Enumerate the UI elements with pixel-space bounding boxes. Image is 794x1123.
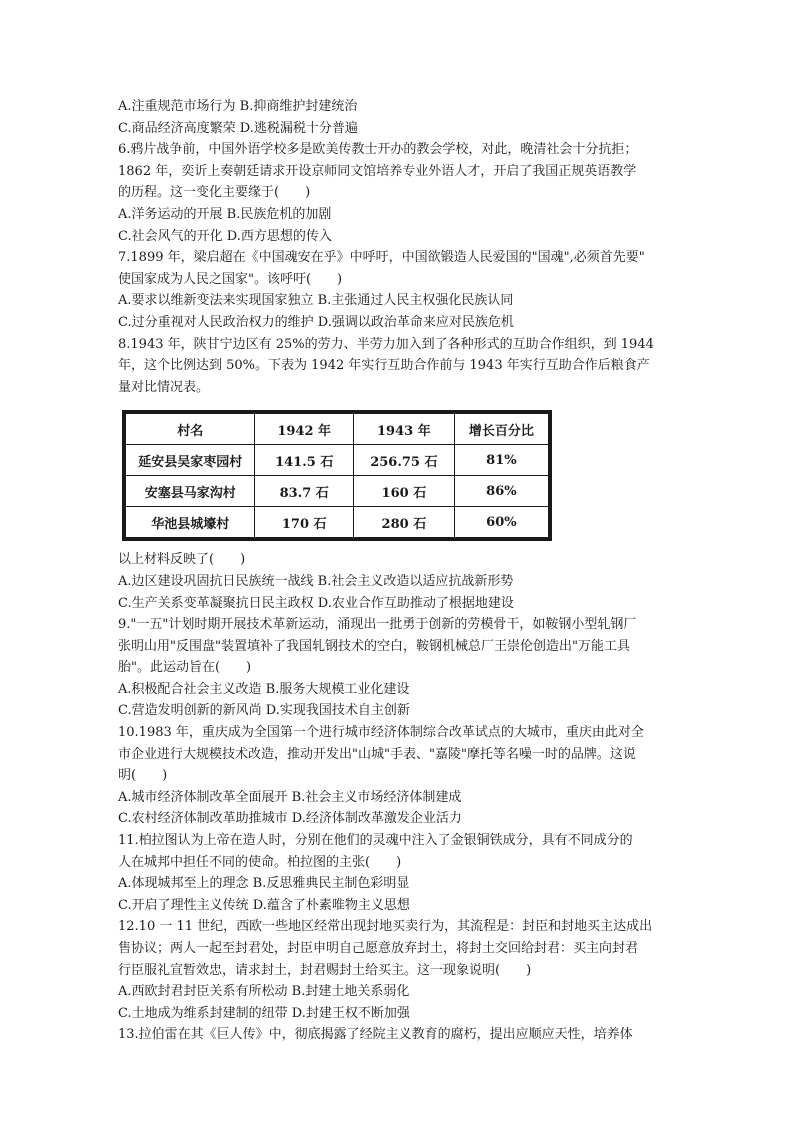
text-line: 量对比情况表。 bbox=[118, 379, 210, 395]
text-line: 明( ) bbox=[118, 768, 168, 784]
text-line: C.营造发明创新的新风尚 D.实现我国技术自主创新 bbox=[118, 703, 410, 719]
text-line: A.城市经济体制改革全面展开 B.社会主义市场经济体制建成 bbox=[118, 789, 462, 805]
text-line: C.农村经济体制改革助推城市 D.经济体制改革激发企业活力 bbox=[118, 811, 462, 827]
questions-bottom bbox=[118, 549, 678, 1046]
table-cell: 60% bbox=[454, 507, 548, 538]
table-row bbox=[126, 445, 549, 476]
questions-top bbox=[118, 96, 678, 398]
text-line: 6.鸦片战争前，中国外语学校多是欧美传教士开办的教会学校，对此，晚清社会十分抗拒； bbox=[118, 142, 638, 158]
table-cell: 170 石 bbox=[255, 507, 353, 538]
text-line: 人在城邦中担任不同的使命。柏拉图的主张( ) bbox=[118, 854, 402, 870]
text-line: 7.1899 年，梁启超在《中国魂安在乎》中呼吁，中国欲锻造人民爱国的"国魂",必须首先要" bbox=[118, 250, 645, 266]
text-line: 11.柏拉图认为上帝在造人时，分别在他们的灵魂中注入了金银铜铁成分，具有不同成分的 bbox=[118, 833, 633, 849]
text-line: C.开启了理性主义传统 D.蕴含了朴素唯物主义思想 bbox=[118, 897, 410, 913]
exam-page bbox=[118, 96, 678, 1046]
table-row bbox=[126, 476, 549, 507]
text-line: A.积极配合社会主义改造 B.服务大规模工业化建设 bbox=[118, 681, 410, 697]
text-line: 市企业进行大规模技术改造，推动开发出"山城"手表、"嘉陵"摩托等名噪一时的品牌。这说 bbox=[118, 746, 636, 762]
table-cell: 280 石 bbox=[353, 507, 454, 538]
text-line: 年，这个比例达到 50%。下表为 1942 年实行互助合作前与 1943 年实行互助合作后粮食产 bbox=[118, 358, 650, 374]
text-line: C.过分重视对人民政治权力的维护 D.强调以政治革命来应对民族危机 bbox=[118, 314, 514, 330]
table-header-cell: 村名 bbox=[126, 414, 255, 445]
text-line: 10.1983 年，重庆成为全国第一个进行城市经济体制综合改革试点的大城市，重庆由此对全 bbox=[118, 725, 644, 741]
table-cell: 83.7 石 bbox=[255, 476, 353, 507]
text-line: C.商品经济高度繁荣 D.逃税漏税十分普遍 bbox=[118, 120, 358, 136]
text-line: A.西欧封君封臣关系有所松动 B.封建土地关系弱化 bbox=[118, 984, 410, 1000]
text-line: A.体现城邦至上的理念 B.反思雅典民主制色彩明显 bbox=[118, 876, 410, 892]
table-cell: 160 石 bbox=[353, 476, 454, 507]
text-line: 13.拉伯雷在其《巨人传》中，彻底揭露了经院主义教育的腐朽，提出应顺应天性，培养体 bbox=[118, 1027, 633, 1043]
table-cell: 华池县城壕村 bbox=[126, 507, 255, 538]
text-line: 胎"。此运动旨在( ) bbox=[118, 660, 252, 676]
table-cell: 81% bbox=[454, 445, 548, 476]
table-header-cell: 增长百分比 bbox=[454, 414, 548, 445]
table-header-cell: 1942 年 bbox=[255, 414, 353, 445]
table-header-row bbox=[126, 414, 549, 445]
text-line: C.生产关系变革凝聚抗日民主政权 D.农业合作互助推动了根据地建设 bbox=[118, 595, 514, 611]
text-line: 以上材料反映了( ) bbox=[118, 552, 246, 568]
table-row bbox=[126, 507, 549, 538]
text-line: 张明山用"反围盘"装置填补了我国轧钢技术的空白，鞍钢机械总厂王崇伦创造出"万能工具 bbox=[118, 638, 630, 654]
text-line: 1862 年，奕䜣上奏朝廷请求开设京师同文馆培养专业外语人才，开启了我国正规英语教学 bbox=[118, 163, 637, 179]
text-line: C.土地成为维系封建制的纽带 D.封建王权不断加强 bbox=[118, 1005, 410, 1021]
table-header-cell: 1943 年 bbox=[353, 414, 454, 445]
text-line: 使国家成为人民之国家"。该呼吁( ) bbox=[118, 271, 343, 287]
text-line: C.社会风气的开化 D.西方思想的传入 bbox=[118, 228, 332, 244]
table-cell: 256.75 石 bbox=[353, 445, 454, 476]
text-line: 售协议；两人一起至封君处，封臣申明自己愿意放弃封土，将封土交回给封君：买主向封君 bbox=[118, 941, 639, 956]
text-line: A.注重规范市场行为 B.抑商维护封建统治 bbox=[118, 99, 358, 114]
text-line: A.边区建设巩固抗日民族统一战线 B.社会主义改造以适应抗战新形势 bbox=[118, 573, 514, 589]
grain-output-table bbox=[122, 410, 552, 541]
table-cell: 延安县吴家枣园村 bbox=[126, 445, 255, 476]
text-line: 12.10 一 11 世纪，西欧一些地区经常出现封地买卖行为，其流程是：封臣和封地买主达成出 bbox=[118, 919, 653, 935]
table-cell: 安塞县马家沟村 bbox=[126, 476, 255, 507]
text-line: 行臣服礼宣暂效忠，请求封土，封君赐封土给买主。这一现象说明( ) bbox=[118, 962, 532, 978]
text-line: A.要求以维新变法来实现国家独立 B.主张通过人民主权强化民族认同 bbox=[118, 293, 514, 309]
text-line: 9."一五"计划时期开展技术革新运动，涌现出一批勇于创新的劳模骨干，如鞍钢小型轧钢厂 bbox=[118, 617, 637, 633]
text-line: A.洋务运动的开展 B.民族危机的加剧 bbox=[118, 206, 332, 222]
table-cell: 86% bbox=[454, 476, 548, 507]
table-cell: 141.5 石 bbox=[255, 445, 353, 476]
text-line: 的历程。这一变化主要缘于( ) bbox=[118, 185, 311, 201]
text-line: 8.1943 年，陕甘宁边区有 25%的劳力、半劳力加入到了各种形式的互助合作组织，到 1944 bbox=[118, 336, 654, 352]
